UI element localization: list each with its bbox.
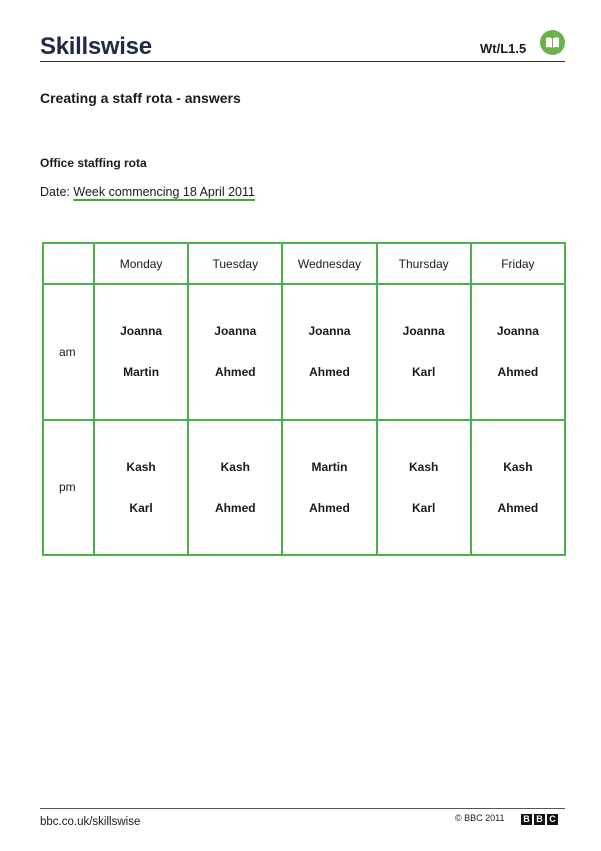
staff-name: Kash <box>220 459 250 474</box>
shift-cell <box>94 420 188 556</box>
staff-name: Joanna <box>402 324 445 339</box>
bbc-letter: C <box>547 814 558 825</box>
day-header: Thursday <box>377 243 471 284</box>
bbc-letter: B <box>534 814 545 825</box>
staff-name: Kash <box>126 459 156 474</box>
shift-cell <box>377 420 471 556</box>
shift-cell <box>282 420 376 556</box>
staff-name: Ahmed <box>309 365 350 380</box>
staff-name: Ahmed <box>497 365 539 380</box>
shift-cell <box>282 284 376 420</box>
period-label: pm <box>43 420 94 556</box>
day-header: Tuesday <box>188 243 282 284</box>
shift-cell <box>471 420 565 556</box>
staff-rota-table <box>42 242 566 556</box>
date-value: Week commencing 18 April 2011 <box>73 185 255 199</box>
staff-name: Karl <box>129 500 153 515</box>
bbc-letter: B <box>521 814 532 825</box>
staff-name: Ahmed <box>214 365 256 380</box>
staff-name: Ahmed <box>214 500 256 515</box>
shift-cell <box>94 284 188 420</box>
copyright-notice: © BBC 2011 <box>455 813 505 823</box>
staff-name: Ahmed <box>309 500 350 515</box>
day-header: Monday <box>94 243 188 284</box>
page-title: Creating a staff rota - answers <box>40 90 241 106</box>
document-code: Wt/L1.5 <box>480 41 527 56</box>
day-header: Friday <box>471 243 565 284</box>
staff-name: Martin <box>311 459 348 474</box>
shift-cell <box>188 284 282 420</box>
table-row <box>43 284 565 420</box>
section-heading: Office staffing rota <box>40 156 147 170</box>
staff-name: Martin <box>123 365 160 380</box>
date-line <box>40 185 255 199</box>
footer-site-link[interactable]: bbc.co.uk/skillswise <box>40 816 141 828</box>
skillswise-logo <box>40 33 152 61</box>
staff-name: Kash <box>503 459 533 474</box>
staff-name: Kash <box>408 459 439 474</box>
corner-cell <box>43 243 94 284</box>
period-label: am <box>43 284 94 420</box>
book-icon <box>540 30 565 55</box>
date-label: Date: <box>40 185 70 199</box>
shift-cell <box>377 284 471 420</box>
footer-divider <box>40 808 565 809</box>
shift-cell <box>471 284 565 420</box>
shift-cell <box>188 420 282 556</box>
staff-name: Joanna <box>496 324 539 339</box>
staff-name: Karl <box>411 500 436 515</box>
table-header-row <box>43 243 565 284</box>
staff-name: Joanna <box>308 324 351 339</box>
logo-text: Skillswise <box>40 33 152 60</box>
day-header: Wednesday <box>282 243 376 284</box>
header-divider <box>40 61 565 62</box>
staff-name: Joanna <box>214 324 257 339</box>
staff-name: Karl <box>411 365 436 380</box>
bbc-logo <box>521 814 558 825</box>
staff-name: Ahmed <box>497 500 539 515</box>
table-row <box>43 420 565 556</box>
staff-name: Joanna <box>120 324 163 339</box>
